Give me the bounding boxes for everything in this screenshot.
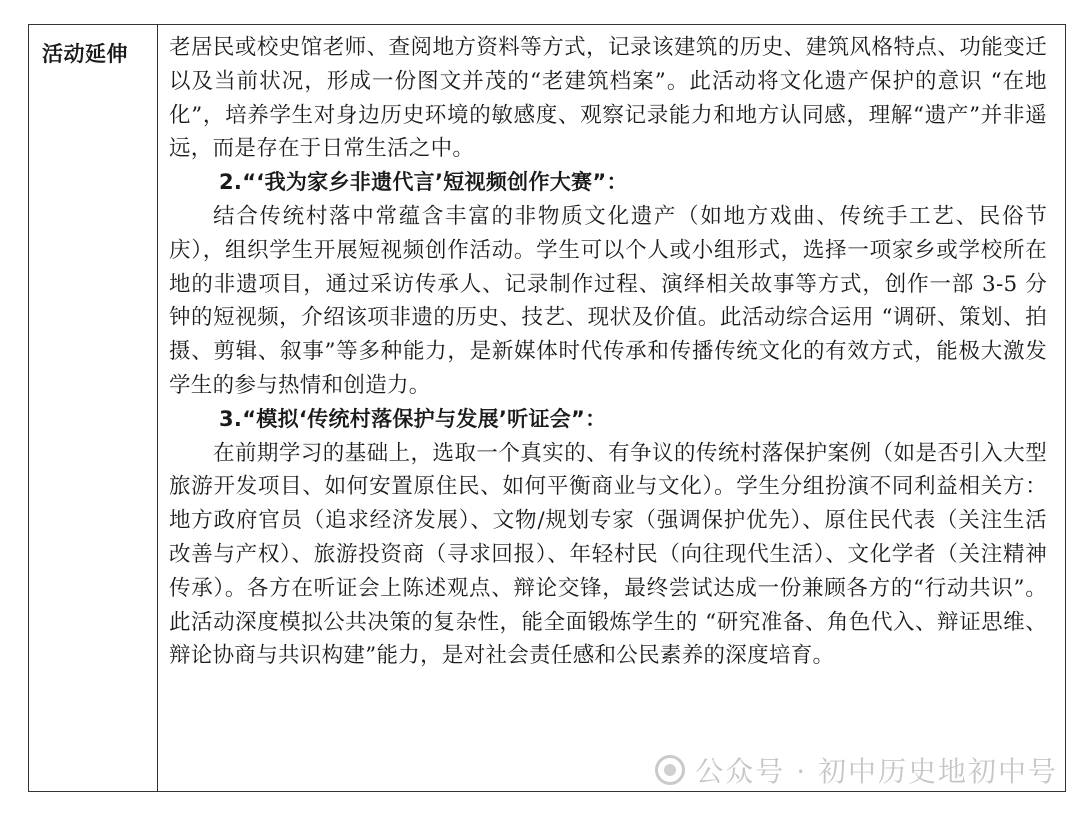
content-cell — [169, 31, 1047, 673]
paragraph-activity-3: 在前期学习的基础上，选取一个真实的、有争议的传统村落保护案例（如是否引入大型旅游开发项目、如何安置原住民、如何平衡商业与文化）。学生分组扮演不同利益相关方：地方政府官员（追求经济发展）、文物/规划专家（强调保护优先）、原住民代表（关注生活改善与产权）、旅游投资商（寻求回报）、年轻村民（向往现代生活）、文化学者（关注精神传承）。各方在听证会上陈述观点、辩论交锋，最终尝试达成一份兼顾各方的“行动共识”。此活动深度模拟公共决策的复杂性，能全面锻炼学生的 “研究准备、角色代入、辩证思维、辩论协商与共识构建”能力，是对社会责任感和公民素养的深度培育。 — [169, 440, 1047, 669]
wechat-icon — [655, 755, 685, 785]
row-label: 活动延伸 — [42, 42, 128, 66]
paragraph-activity-2: 结合传统村落中常蕴含丰富的非物质文化遗产（如地方戏曲、传统手工艺、民俗节庆），组织学生开展短视频创作活动。学生可以个人或小组形式，选择一项家乡或学校所在地的非遗项目，通过采访传承人、记录制作过程、演绎相关故事等方式，创作一部 3-5 分钟的短视频，介绍该项非遗的历史、技艺、现状及价值。此活动综合运用 “调研、策划、拍摄、剪辑、叙事”等多种能力，是新媒体时代传承和传播传统文化的有效方式，能极大激发学生的参与热情和创造力。 — [169, 203, 1047, 398]
paragraph-intro: 老居民或校史馆老师、查阅地方资料等方式，记录该建筑的历史、建筑风格特点、功能变迁以及当前状况，形成一份图文并茂的“老建筑档案”。此活动将文化遗产保护的意识 “在地化”，培养学生对身边历史环境的敏感度、观察记录能力和地方认同感，理解“遗产”并非遥远，而是存在于日常生活之中。 — [169, 35, 1047, 162]
activity-heading-3: 3.“模拟‘传统村落保护与发展’听证会”： — [219, 406, 607, 431]
watermark-text: 公众号 · 初中历史地初中号 — [695, 755, 1058, 788]
activity-heading-2: 2.“‘我为家乡非遗代言’短视频创作大赛”： — [219, 170, 628, 195]
document-table — [28, 24, 1066, 792]
watermark — [655, 750, 1058, 790]
label-cell — [29, 25, 158, 791]
